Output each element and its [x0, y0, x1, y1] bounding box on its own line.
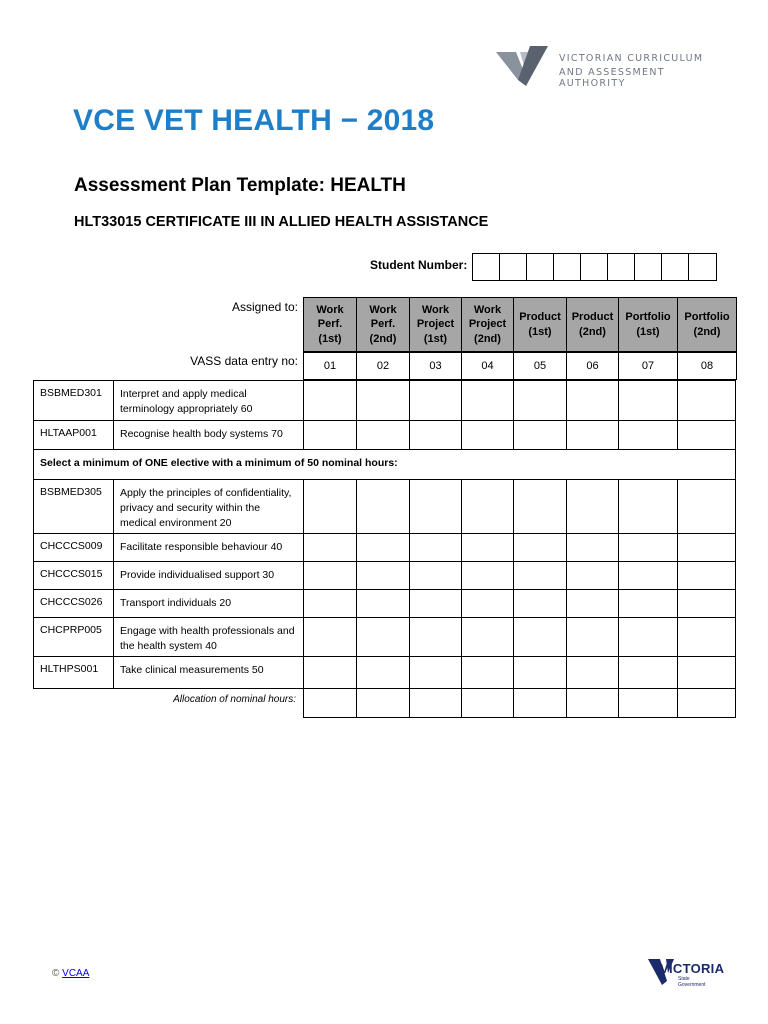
assessment-cell[interactable] [357, 618, 410, 656]
column-header-line: Product [519, 311, 561, 323]
column-header-line: Work [473, 303, 502, 316]
assessment-cell[interactable] [410, 421, 462, 449]
victoria-subtext [678, 976, 706, 988]
assessment-cell[interactable] [462, 618, 514, 656]
assessment-cell[interactable] [514, 480, 567, 533]
student-number-digit-box[interactable] [608, 254, 635, 280]
allocation-row [303, 688, 736, 718]
column-header [461, 297, 514, 352]
vcaa-logo-mark-icon [496, 46, 556, 86]
column-header-line: (1st) [636, 325, 660, 338]
vass-entry-number: 03 [409, 352, 462, 380]
assessment-cell[interactable] [678, 657, 737, 688]
vcaa-link[interactable]: VCAA [62, 968, 90, 979]
assessment-cell[interactable] [619, 381, 678, 420]
unit-code: CHCCCS009 [34, 534, 114, 561]
logo-line-2: AND ASSESSMENT AUTHORITY [559, 67, 665, 89]
assessment-cell[interactable] [514, 421, 567, 449]
assessment-cell[interactable] [619, 590, 678, 617]
column-header-line: (1st) [318, 332, 342, 345]
assigned-to-label: Assigned to: [231, 300, 298, 314]
vass-entry-number: 06 [566, 352, 619, 380]
allocation-cell[interactable] [304, 689, 357, 717]
assessment-cell[interactable] [410, 618, 462, 656]
column-header-line: (2nd) [369, 332, 397, 345]
assessment-cell[interactable] [514, 657, 567, 688]
assessment-cell[interactable] [462, 657, 514, 688]
unit-row [33, 420, 736, 450]
column-header-line: (2nd) [693, 325, 721, 338]
student-number-digit-box[interactable] [473, 254, 500, 280]
column-header-line: (1st) [528, 325, 552, 338]
unit-title: Apply the principles of confidentiality, privacy and security within the medical environment 20 [114, 480, 304, 533]
student-number-digit-box[interactable] [554, 254, 581, 280]
assessment-cell[interactable] [462, 562, 514, 589]
page-title: VCE VET HEALTH − 2018 [73, 104, 435, 137]
assessment-cell[interactable] [304, 480, 357, 533]
assessment-cell[interactable] [678, 421, 737, 449]
assessment-cell[interactable] [514, 381, 567, 420]
unit-title: Transport individuals 20 [114, 590, 304, 617]
column-header-line: Project [468, 318, 507, 331]
allocation-cell[interactable] [567, 689, 619, 717]
victoria-logo [648, 955, 725, 991]
assessment-cell[interactable] [619, 534, 678, 561]
assessment-cell[interactable] [567, 590, 619, 617]
assessment-cell[interactable] [462, 590, 514, 617]
column-header-line: (2nd) [474, 332, 501, 345]
unit-code: CHCCCS015 [34, 562, 114, 589]
victoria-wordmark: VICTORIA [660, 961, 725, 976]
column-header-line: Perf. [370, 318, 396, 331]
assessment-cell[interactable] [567, 480, 619, 533]
assessment-cell[interactable] [410, 562, 462, 589]
assessment-cell[interactable] [567, 381, 619, 420]
unit-title: Take clinical measurements 50 [114, 657, 304, 688]
unit-row [33, 617, 736, 657]
assessment-cell[interactable] [357, 421, 410, 449]
unit-title: Provide individualised support 30 [114, 562, 304, 589]
footer [52, 968, 89, 979]
allocation-cell[interactable] [357, 689, 410, 717]
student-number-digit-box[interactable] [689, 254, 716, 280]
assessment-cell[interactable] [462, 421, 514, 449]
vass-entry-number: 01 [303, 352, 357, 380]
assessment-cell[interactable] [619, 657, 678, 688]
assessment-cell[interactable] [304, 421, 357, 449]
column-header [677, 297, 737, 352]
victoria-subtext-line-2: Government [678, 982, 706, 988]
assessment-cell[interactable] [462, 534, 514, 561]
allocation-cell[interactable] [678, 689, 737, 717]
certificate-title: HLT33015 CERTIFICATE III IN ALLIED HEALTH ASSISTANCE [74, 214, 489, 230]
column-header [409, 297, 462, 352]
column-header-line: Work [369, 303, 397, 316]
assessment-cell[interactable] [567, 618, 619, 656]
allocation-label: Allocation of nominal hours: [173, 694, 296, 705]
unit-title: Engage with health professionals and the health system 40 [114, 618, 304, 656]
assessment-cell[interactable] [678, 618, 737, 656]
assessment-cell[interactable] [304, 590, 357, 617]
student-number-digit-box[interactable] [662, 254, 689, 280]
vass-entry-number: 04 [461, 352, 514, 380]
assessment-cell[interactable] [462, 480, 514, 533]
assessment-cell[interactable] [678, 480, 737, 533]
assessment-cell[interactable] [357, 657, 410, 688]
column-header [513, 297, 567, 352]
vass-entry-number: 08 [677, 352, 737, 380]
assessment-cell[interactable] [304, 381, 357, 420]
column-header [303, 297, 357, 352]
assessment-cell[interactable] [567, 421, 619, 449]
unit-row [33, 561, 736, 590]
logo-line-1: VICTORIAN CURRICULUM [559, 53, 704, 64]
copyright-symbol: © [52, 968, 60, 979]
assessment-cell[interactable] [357, 590, 410, 617]
assessment-cell[interactable] [619, 421, 678, 449]
allocation-cell[interactable] [410, 689, 462, 717]
unit-title: Recognise health body systems 70 [114, 421, 304, 449]
allocation-cell[interactable] [619, 689, 678, 717]
assessment-cell[interactable] [678, 562, 737, 589]
student-number-digit-box[interactable] [527, 254, 554, 280]
assessment-cell[interactable] [678, 534, 737, 561]
unit-code: HLTAAP001 [34, 421, 114, 449]
column-header-line: Product [571, 311, 614, 323]
assessment-cell[interactable] [304, 618, 357, 656]
elective-note: Select a minimum of ONE elective with a minimum of 50 nominal hours: [33, 449, 736, 480]
assessment-cell[interactable] [410, 480, 462, 533]
student-number-label: Student Number: [370, 258, 468, 272]
allocation-cell[interactable] [514, 689, 567, 717]
assessment-cell[interactable] [304, 657, 357, 688]
assessment-cell[interactable] [678, 381, 737, 420]
column-header-line: Work [316, 303, 344, 316]
column-header [618, 297, 678, 352]
unit-code: HLTHPS001 [34, 657, 114, 688]
vass-entry-label: VASS data entry no: [190, 354, 298, 368]
assessment-cell[interactable] [304, 534, 357, 561]
column-header-line: Portfolio [625, 311, 671, 323]
assessment-cell[interactable] [357, 480, 410, 533]
student-number-digit-box[interactable] [581, 254, 608, 280]
column-header-line: (2nd) [579, 325, 606, 338]
student-number-field[interactable] [472, 253, 717, 281]
assessment-cell[interactable] [619, 480, 678, 533]
victoria-subtext-line-1: State [678, 976, 690, 982]
column-header [356, 297, 410, 352]
column-header [566, 297, 619, 352]
assessment-cell[interactable] [410, 590, 462, 617]
unit-row [33, 533, 736, 562]
assessment-cell[interactable] [514, 534, 567, 561]
assessment-cell[interactable] [357, 534, 410, 561]
assessment-cell[interactable] [410, 657, 462, 688]
assessment-cell[interactable] [304, 562, 357, 589]
vass-entry-number: 05 [513, 352, 567, 380]
column-header-line: Project [416, 318, 455, 331]
unit-code: CHCPRP005 [34, 618, 114, 656]
assessment-cell[interactable] [567, 657, 619, 688]
assessment-cell[interactable] [678, 590, 737, 617]
student-number-digit-box[interactable] [500, 254, 527, 280]
unit-row [33, 479, 736, 534]
column-header-line: Perf. [317, 318, 343, 331]
allocation-cell[interactable] [462, 689, 514, 717]
unit-row [33, 589, 736, 618]
page-subtitle: Assessment Plan Template: HEALTH [74, 175, 406, 196]
assessment-cell[interactable] [410, 534, 462, 561]
assessment-cell[interactable] [514, 618, 567, 656]
vass-entry-number: 07 [618, 352, 678, 380]
unit-code: BSBMED305 [34, 480, 114, 533]
assessment-cell[interactable] [357, 562, 410, 589]
vass-entry-number: 02 [356, 352, 410, 380]
student-number-digit-box[interactable] [635, 254, 662, 280]
unit-code: BSBMED301 [34, 381, 114, 420]
unit-row [33, 656, 736, 689]
assessment-cell[interactable] [619, 618, 678, 656]
unit-code: CHCCCS026 [34, 590, 114, 617]
assessment-cell[interactable] [567, 562, 619, 589]
vcaa-logo [496, 46, 706, 88]
assessment-cell[interactable] [514, 562, 567, 589]
unit-title: Facilitate responsible behaviour 40 [114, 534, 304, 561]
unit-title: Interpret and apply medical terminology appropriately 60 [114, 381, 304, 420]
assessment-cell[interactable] [462, 381, 514, 420]
assessment-cell[interactable] [619, 562, 678, 589]
unit-row [33, 380, 736, 421]
assessment-cell[interactable] [357, 381, 410, 420]
assessment-cell[interactable] [410, 381, 462, 420]
column-header-line: Portfolio [684, 311, 730, 323]
assessment-cell[interactable] [567, 534, 619, 561]
column-header-line: (1st) [423, 332, 448, 345]
assessment-cell[interactable] [514, 590, 567, 617]
column-header-line: Work [421, 303, 450, 316]
